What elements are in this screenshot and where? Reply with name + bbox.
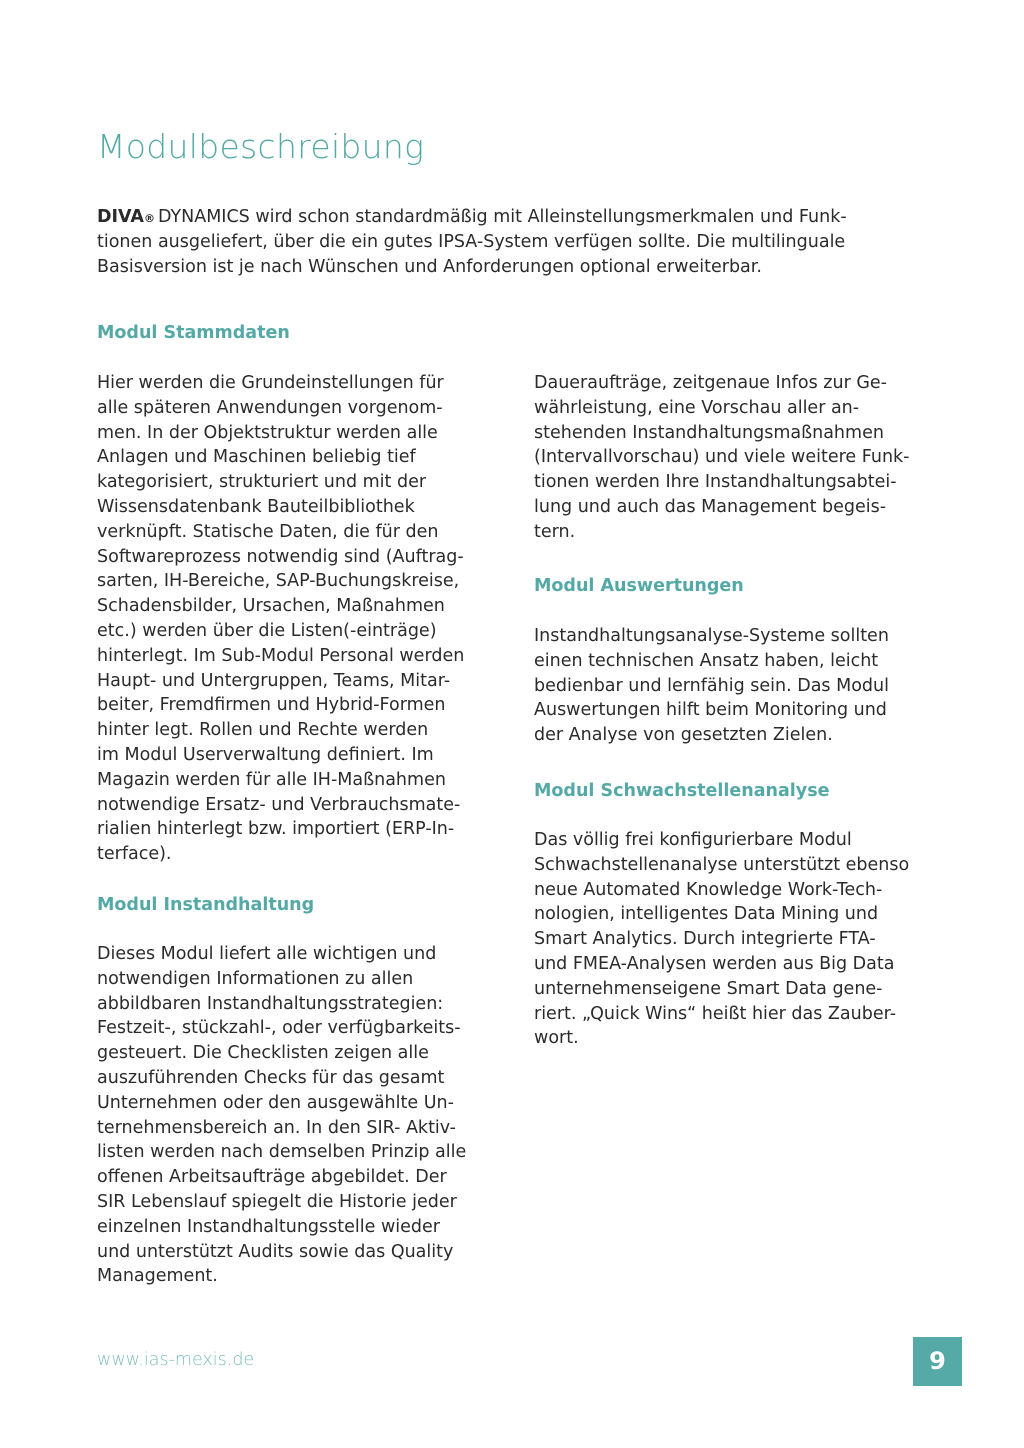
- paragraph-line: notwendigen Informationen zu allen: [97, 968, 414, 989]
- paragraph-line: unternehmenseigene Smart Data gene-: [534, 978, 883, 999]
- paragraph-line: Schwachstellenanalyse unterstützt ebenso: [534, 854, 910, 875]
- paragraph-line: Schadensbilder, Ursachen, Maßnahmen: [97, 596, 445, 617]
- intro-paragraph: [97, 205, 927, 279]
- paragraph-line: einzelnen Instandhaltungsstelle wieder: [97, 1216, 440, 1237]
- heading-instandhaltung: Modul Instandhaltung: [97, 895, 315, 915]
- paragraph-line: Magazin werden für alle IH-Maßnahmen: [97, 769, 446, 790]
- paragraph-line: Daueraufträge, zeitgenaue Infos zur Ge-: [534, 373, 887, 393]
- paragraph-line: rialien hinterlegt bzw. importiert (ERP-In-: [97, 819, 455, 840]
- paragraph-line: etc.) werden über die Listen(-einträge): [97, 620, 437, 641]
- brand-name: DIVA: [97, 207, 144, 227]
- paragraph-line: der Analyse von gesetzten Zielen.: [534, 725, 833, 746]
- paragraph-line: Softwareprozess notwendig sind (Auftrag-: [97, 546, 464, 567]
- paragraph-line: riert. „Quick Wins“ heißt hier das Zauber-: [534, 1003, 897, 1024]
- registered-mark: ®: [143, 212, 155, 225]
- paragraph-line: terface).: [97, 844, 172, 865]
- intro-line-text: DYNAMICS wird schon standardmäßig mit Alleinstellungsmerkmalen und Funk-: [157, 207, 847, 227]
- paragraph-instandhaltung: [97, 942, 497, 1289]
- paragraph-line: sarten, IH-Bereiche, SAP-Buchungskreise,: [97, 571, 460, 592]
- paragraph-line: Haupt- und Untergruppen, Teams, Mitar-: [97, 670, 451, 691]
- paragraph-line: tionen werden Ihre Instandhaltungsabtei-: [534, 472, 897, 493]
- paragraph-line: verknüpft. Statische Daten, die für den: [97, 521, 439, 542]
- paragraph-continuation: [534, 371, 934, 545]
- intro-line-2: tionen ausgeliefert, über die ein gutes IPSA-System verfügen sollte. Die multilinguale: [97, 231, 846, 252]
- paragraph-schwachstellenanalyse: [534, 828, 934, 1051]
- paragraph-line: Unternehmen oder den ausgewählte Un-: [97, 1092, 454, 1113]
- paragraph-line: gesteuert. Die Checklisten zeigen alle: [97, 1043, 429, 1064]
- paragraph-line: und FMEA-Analysen werden aus Big Data: [534, 953, 895, 974]
- page-title: Modulbeschreibung: [97, 127, 425, 166]
- paragraph-line: hinterlegt. Im Sub-Modul Personal werden: [97, 645, 465, 666]
- paragraph-line: Auswertungen hilft beim Monitoring und: [534, 700, 887, 721]
- paragraph-line: Management.: [97, 1266, 218, 1287]
- paragraph-line: ternehmensbereich an. In den SIR- Aktiv-: [97, 1117, 456, 1138]
- paragraph-line: einen technischen Ansatz haben, leicht: [534, 650, 879, 671]
- paragraph-line: tern.: [534, 521, 576, 542]
- heading-stammdaten: Modul Stammdaten: [97, 323, 290, 343]
- paragraph-line: Dieses Modul liefert alle wichtigen und: [97, 944, 437, 964]
- paragraph-line: auszuführenden Checks für das gesamt: [97, 1067, 445, 1088]
- paragraph-line: lung und auch das Management begeis-: [534, 496, 887, 517]
- paragraph-line: beiter, Fremdfirmen und Hybrid-Formen: [97, 695, 446, 716]
- paragraph-line: men. In der Objektstruktur werden alle: [97, 422, 438, 443]
- page-number-badge: 9: [913, 1337, 962, 1386]
- paragraph-line: Wissensdatenbank Bauteilbibliothek: [97, 496, 415, 517]
- paragraph-line: offenen Arbeitsaufträge abgebildet. Der: [97, 1167, 447, 1188]
- paragraph-line: Smart Analytics. Durch integrierte FTA-: [534, 929, 876, 950]
- paragraph-line: neue Automated Knowledge Work-Tech-: [534, 879, 883, 900]
- paragraph-line: Festzeit-, stückzahl-, oder verfügbarkeits-: [97, 1018, 461, 1039]
- intro-line-3: Basisversion ist je nach Wünschen und Anforderungen optional erweiterbar.: [97, 256, 762, 277]
- paragraph-line: hinter legt. Rollen und Rechte werden: [97, 720, 429, 741]
- paragraph-line: kategorisiert, strukturiert und mit der: [97, 472, 427, 493]
- paragraph-auswertungen: [534, 624, 934, 748]
- paragraph-line: Instandhaltungsanalyse-Systeme sollten: [534, 626, 889, 646]
- paragraph-line: im Modul Userverwaltung definiert. Im: [97, 744, 434, 765]
- heading-schwachstellenanalyse: Modul Schwachstellenanalyse: [534, 781, 830, 801]
- paragraph-line: (Intervallvorschau) und viele weitere Funk-: [534, 447, 910, 468]
- heading-auswertungen: Modul Auswertungen: [534, 576, 744, 596]
- paragraph-line: stehenden Instandhaltungsmaßnahmen: [534, 422, 884, 443]
- paragraph-line: notwendige Ersatz- und Verbrauchsmate-: [97, 794, 461, 815]
- paragraph-line: Das völlig frei konfigurierbare Modul: [534, 830, 852, 850]
- paragraph-line: listen werden nach demselben Prinzip alle: [97, 1142, 467, 1163]
- intro-line-1: [97, 205, 927, 230]
- paragraph-line: nologien, intelligentes Data Mining und: [534, 904, 879, 925]
- paragraph-line: bedienbar und lernfähig sein. Das Modul: [534, 675, 889, 696]
- paragraph-line: Anlagen und Maschinen beliebig tief: [97, 447, 416, 468]
- footer-website-link[interactable]: www.ias-mexis.de: [97, 1350, 255, 1370]
- paragraph-line: wort.: [534, 1028, 579, 1049]
- paragraph-line: SIR Lebenslauf spiegelt die Historie jeder: [97, 1191, 457, 1212]
- paragraph-line: alle späteren Anwendungen vorgenom-: [97, 397, 443, 418]
- paragraph-line: Hier werden die Grundeinstellungen für: [97, 373, 444, 393]
- paragraph-stammdaten: [97, 371, 497, 867]
- paragraph-line: und unterstützt Audits sowie das Quality: [97, 1241, 454, 1262]
- paragraph-line: abbildbaren Instandhaltungsstrategien:: [97, 993, 444, 1014]
- paragraph-line: währleistung, eine Vorschau aller an-: [534, 397, 860, 418]
